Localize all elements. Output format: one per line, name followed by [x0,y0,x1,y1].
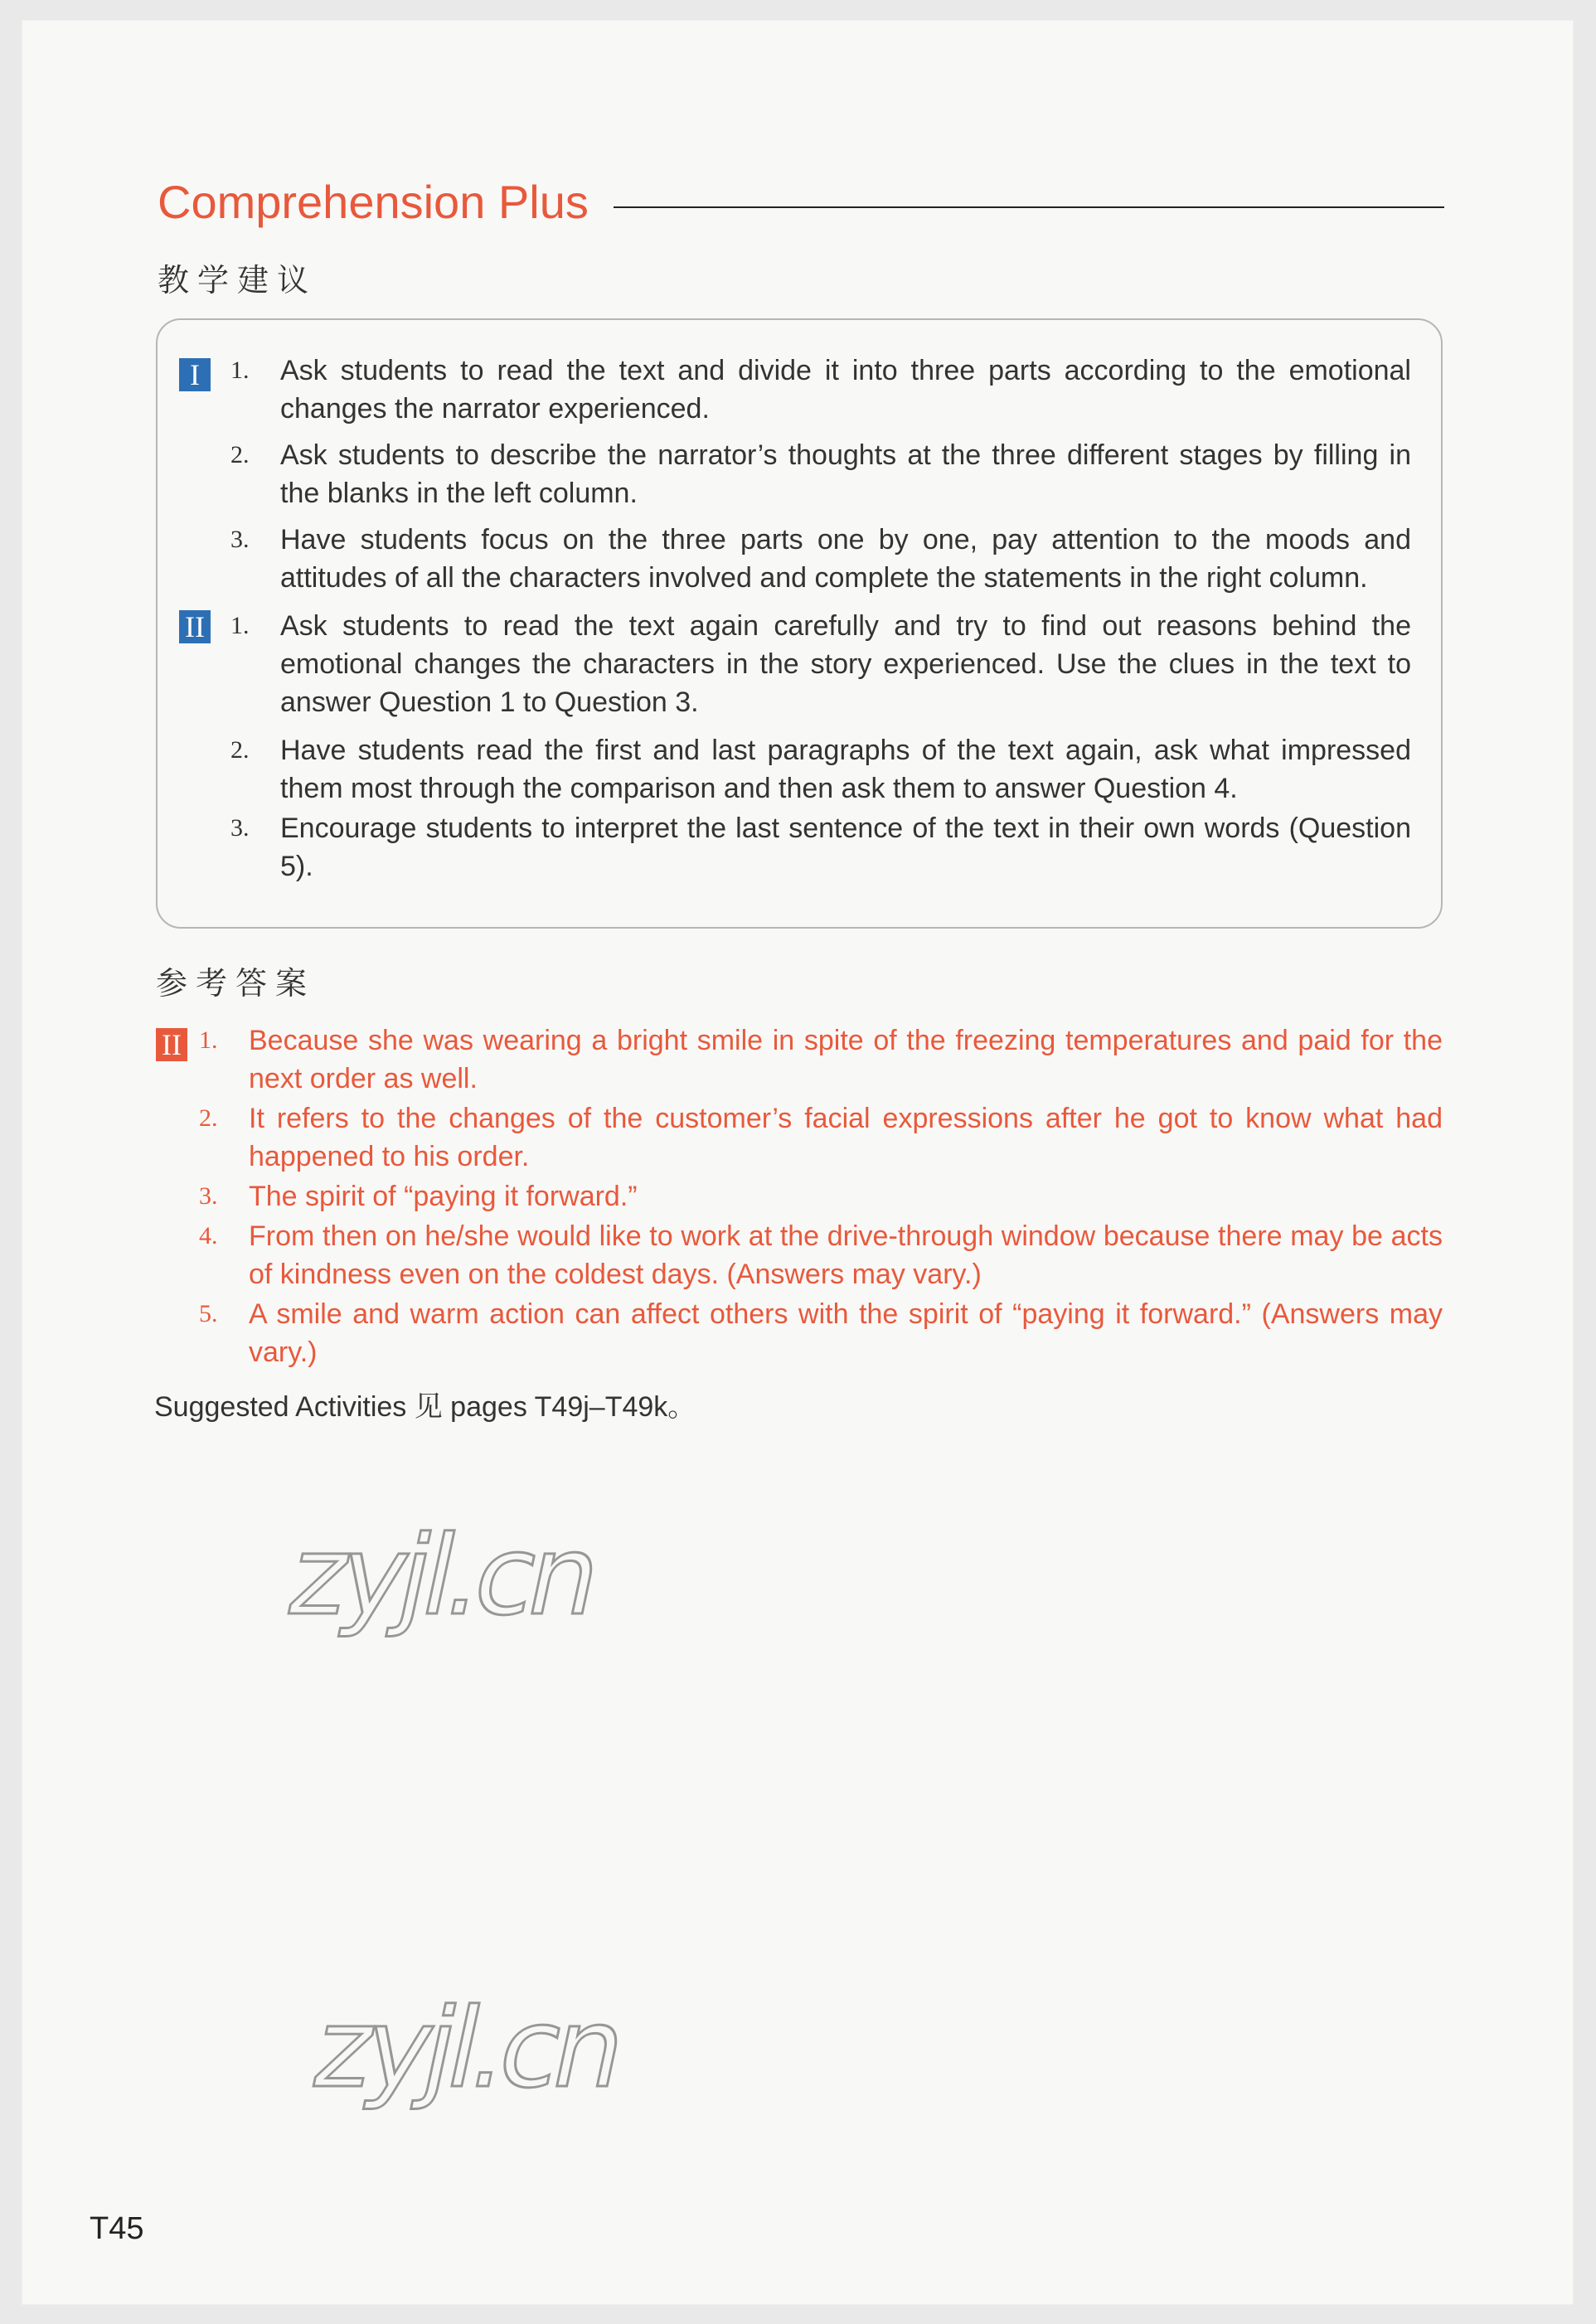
watermark: zyjl.cn [303,1985,632,2113]
answer-text: A smile and warm action can affect others with the spirit of “paying it forward.” (Answers may vary.) [249,1298,1443,1368]
answer-number: 1. [199,1026,218,1054]
page-number: T45 [90,2211,144,2246]
reference-answers [156,1021,1443,1378]
item-text: Have students read the first and last paragraphs of the text again, ask what impressed them most through the comparison and then ask them to answer Question 4. [280,735,1411,804]
answer-text: The spirit of “paying it forward.” [249,1181,638,1212]
item-number: 3. [230,526,250,553]
item-text: Have students focus on the three parts one by one, pay attention to the moods and attitudes of all the characters involved and complete the statements in the right column. [280,524,1411,594]
roman-two-badge: II [179,610,211,643]
item-number: 1. [230,612,250,639]
answer-text: Because she was wearing a bright smile in spite of the freezing temperatures and paid for the next order as well. [249,1025,1443,1094]
watermark: zyjl.cn [278,1512,607,1640]
section-title: Comprehension Plus [158,176,589,228]
item-number: 2. [230,736,250,764]
reference-answers-heading: 参考答案 [156,965,316,1002]
roman-one-badge: I [179,358,211,391]
item-text: Ask students to read the text again carefully and try to find out reasons behind the emotional changes the characters in the story experienced. Use the clues in the text to answer Question 1 to Question 3. [280,610,1411,718]
item-number: 1. [230,357,250,384]
answer-roman-badge: II [156,1028,187,1061]
answer-number: 2. [199,1104,218,1132]
item-number: 3. [230,814,250,842]
item-text: Encourage students to interpret the last sentence of the text in their own words (Question 5). [280,813,1411,882]
item-number: 2. [230,441,250,468]
teaching-tips-heading: 教学建议 [158,262,318,298]
teaching-tips-box [156,318,1443,929]
answer-text: From then on he/she would like to work at the drive-through window because there may be acts of kindness even on the coldest days. (Answers may vary.) [249,1220,1443,1290]
answer-number: 5. [199,1300,218,1327]
item-text: Ask students to read the text and divide it into three parts according to the emotional changes the narrator experienced. [280,355,1411,425]
item-text: Ask students to describe the narrator’s thoughts at the three different stages by filling in the blanks in the left column. [280,439,1411,509]
suggested-activities-note: Suggested Activities 见 pages T49j–T49k。 [154,1391,696,1423]
textbook-page [22,20,1574,2305]
answer-number: 3. [199,1182,218,1210]
section-title-row [158,176,1444,229]
answer-number: 4. [199,1222,218,1249]
answer-text: It refers to the changes of the customer’s facial expressions after he got to know what had happened to his order. [249,1103,1443,1172]
title-rule [614,206,1444,208]
